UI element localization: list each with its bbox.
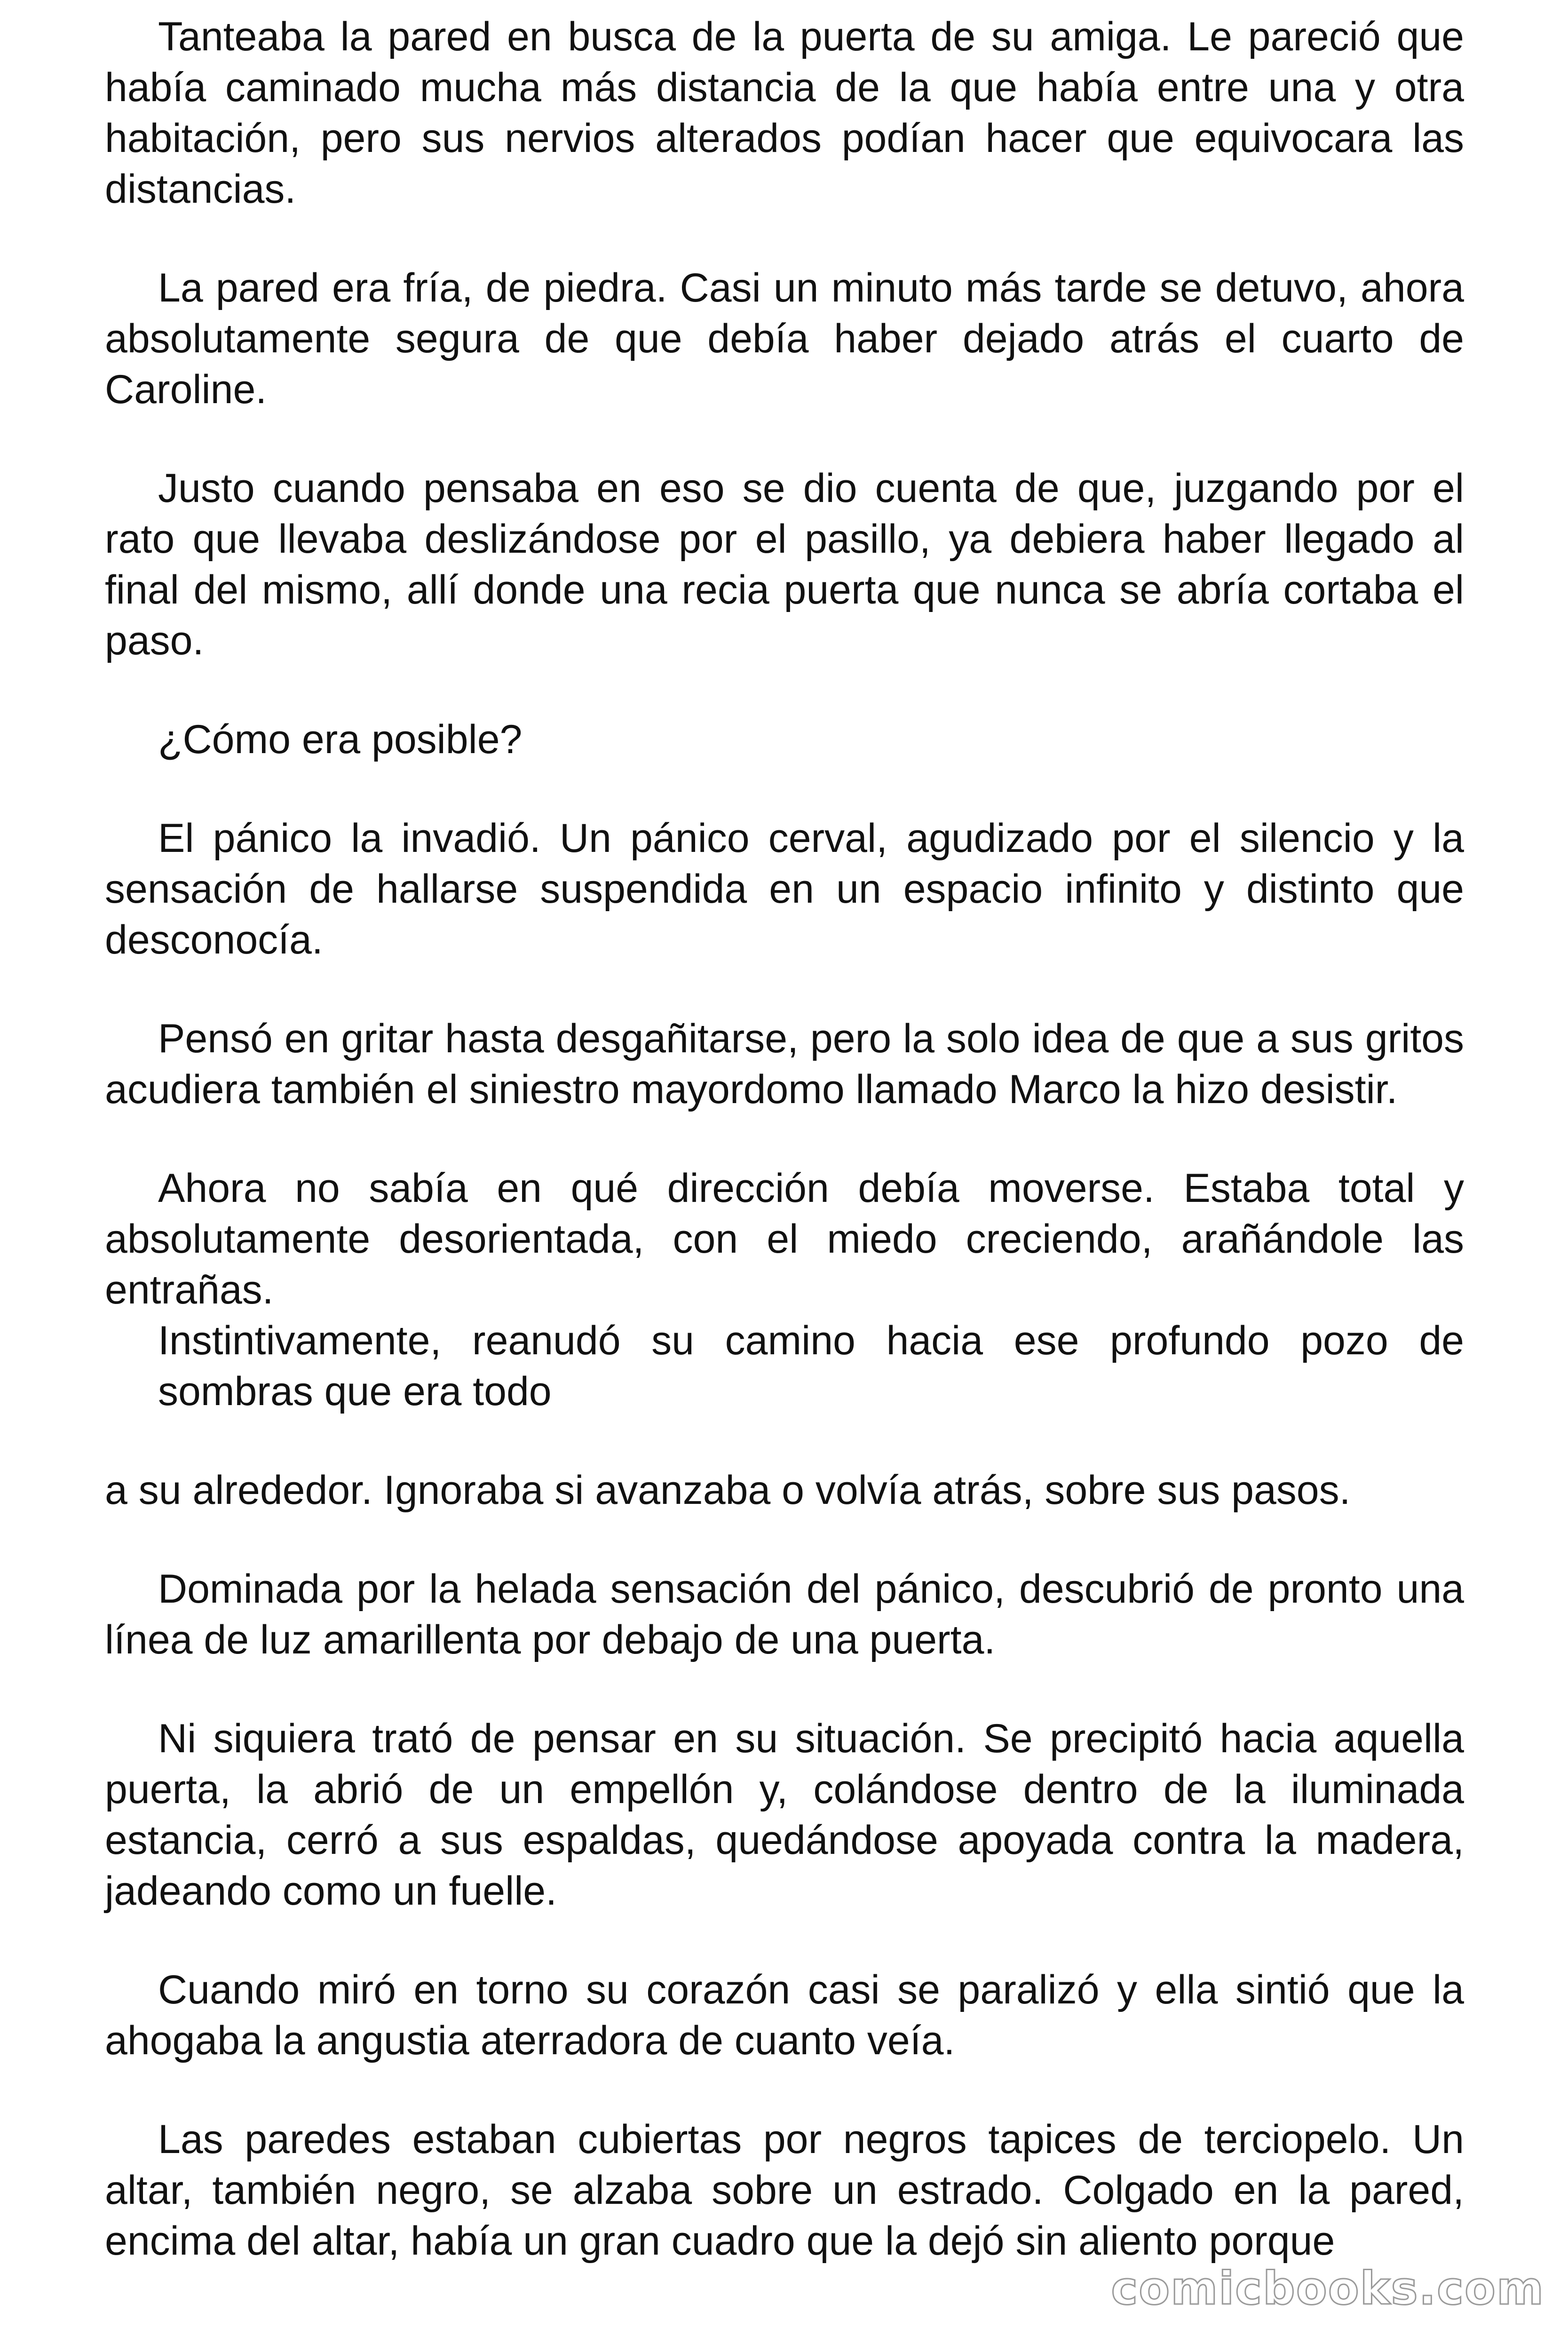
paragraph-11: Ni siquiera trató de pensar en su situación. Se precipitó hacia aquella puerta, la abrió de un empellón y, colándose dentro de la iluminada estancia, cerró a sus espaldas, quedándose apoyada contra la madera, jadeando como un fuelle. (105, 1716, 1464, 1914)
paragraph-8: Instintivamente, reanudó su camino hacia ese profundo pozo de sombras que era todo (158, 1318, 1464, 1414)
paragraph-13: Las paredes estaban cubiertas por negros tapices de terciopelo. Un altar, también negro, se alzaba sobre un estrado. Colgado en la pared, encima del altar, había un gran cuadro que la dejó sin aliento porque (105, 2117, 1464, 2264)
paragraph-2: La pared era fría, de piedra. Casi un minuto más tarde se detuvo, ahora absolutamente segura de que debía haber dejado atrás el cuarto de Caroline. (105, 265, 1464, 412)
paragraph-5: El pánico la invadió. Un pánico cerval, agudizado por el silencio y la sensación de hallarse suspendida en un espacio infinito y distinto que desconocía. (105, 816, 1464, 962)
paragraph-7: Ahora no sabía en qué dirección debía moverse. Estaba total y absolutamente desorientada, con el miedo creciendo, arañándole las entrañas. (105, 1166, 1464, 1312)
paragraph-6: Pensó en gritar hasta desgañitarse, pero la solo idea de que a sus gritos acudiera también el siniestro mayordomo llamado Marco la hizo desistir. (105, 1016, 1464, 1112)
paragraph-1: Tanteaba la pared en busca de la puerta de su amiga. Le pareció que había caminado mucha más distancia de la que había entre una y otra habitación, pero sus nervios alterados podían hacer que equivocara las distancias. (105, 14, 1464, 212)
page-body-text (105, 11, 1464, 2266)
paragraph-9: a su alrededor. Ignoraba si avanzaba o volvía atrás, sobre sus pasos. (105, 1468, 1351, 1513)
paragraph-10: Dominada por la helada sensación del pánico, descubrió de pronto una línea de luz amarillenta por debajo de una puerta. (105, 1566, 1464, 1662)
paragraph-3: Justo cuando pensaba en eso se dio cuenta de que, juzgando por el rato que llevaba deslizándose por el pasillo, ya debiera haber llegado al final del mismo, allí donde una recia puerta que nunca se abría cortaba el paso. (105, 466, 1464, 663)
paragraph-12: Cuando miró en torno su corazón casi se paralizó y ella sintió que la ahogaba la angustia aterradora de cuanto veía. (105, 1967, 1464, 2063)
paragraph-4: ¿Cómo era posible? (158, 717, 523, 762)
watermark-logo: comicbooks.com (1111, 2262, 1544, 2315)
